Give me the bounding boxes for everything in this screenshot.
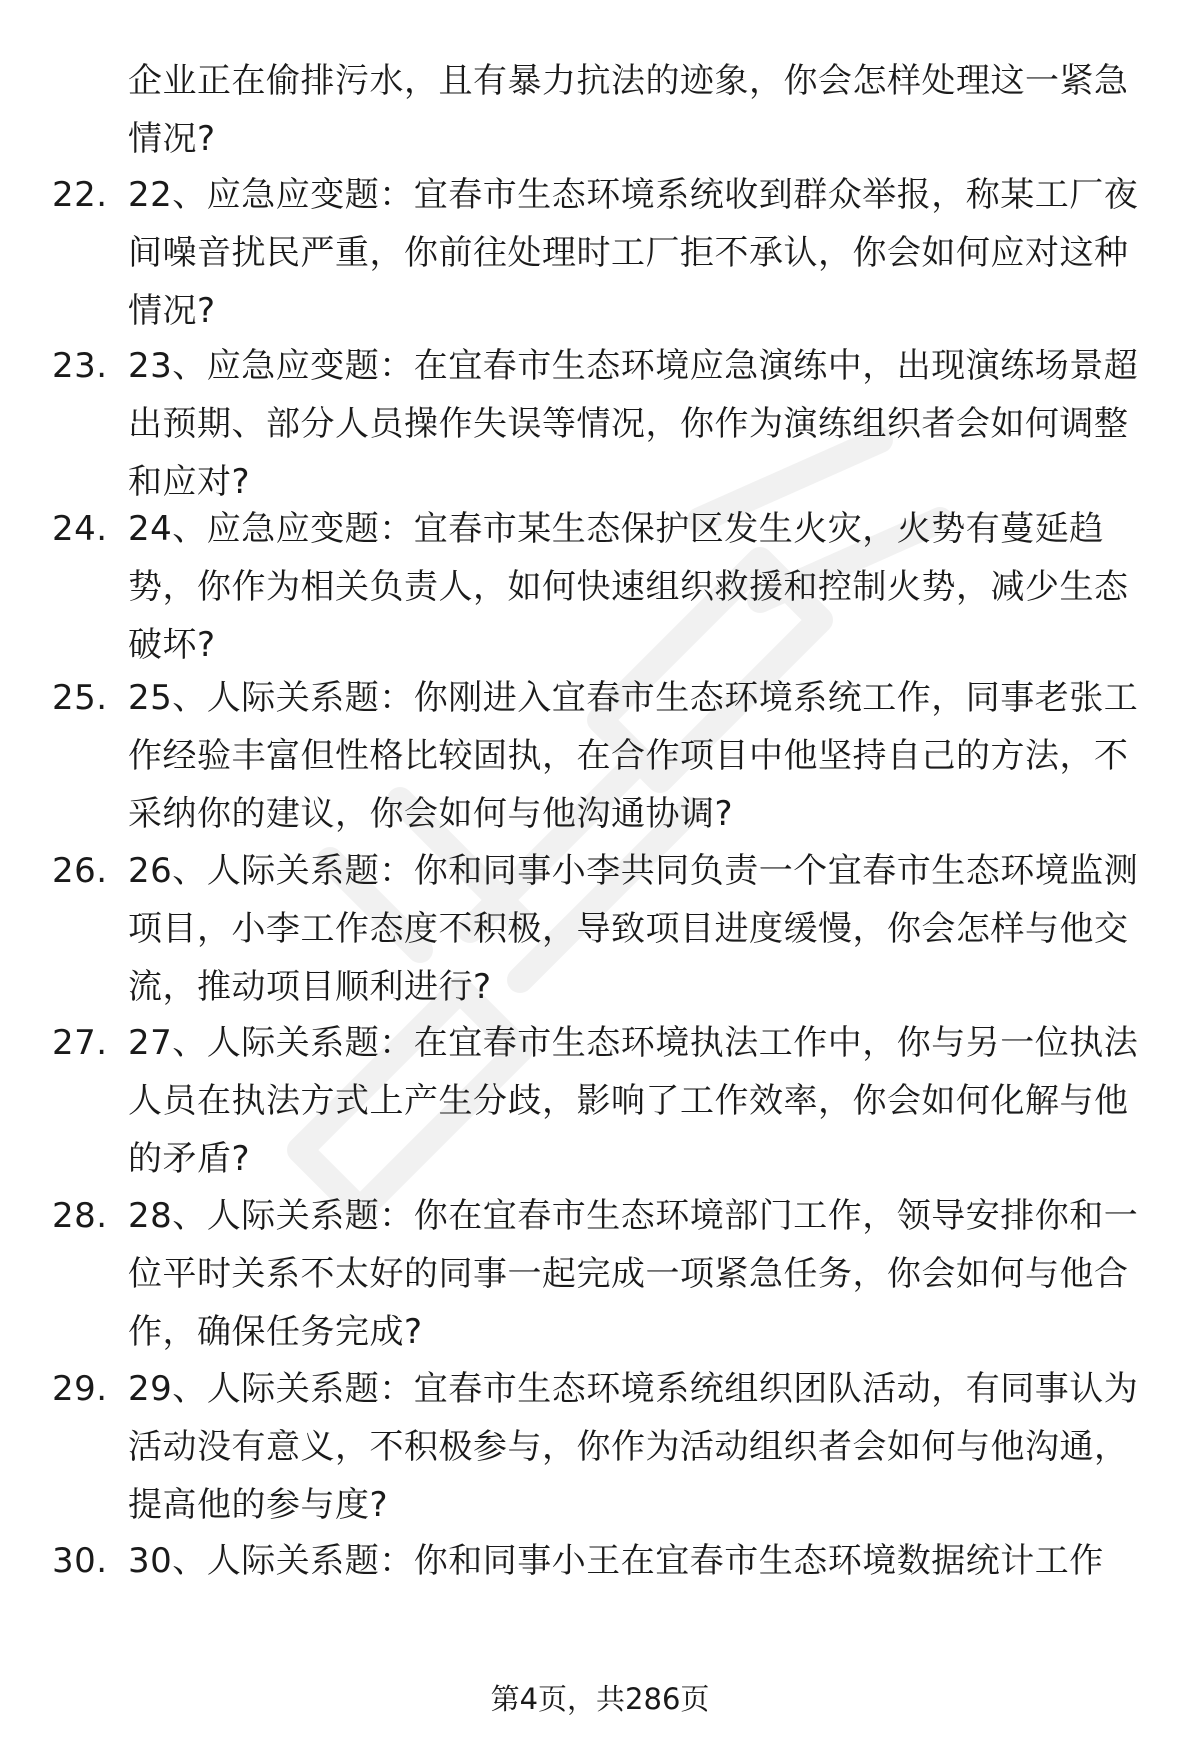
list-item-text: 30、人际关系题：你和同事小王在宜春市生态环境数据统计工作: [128, 1541, 1104, 1581]
list-item-number: 27.: [52, 1023, 108, 1063]
list-item-number: 29.: [52, 1369, 108, 1409]
list-item-text: 23、应急应变题：在宜春市生态环境应急演练中，出现演练场景超出预期、部分人员操作失误等情况，你作为演练组织者会如何调整和应对?: [128, 346, 1139, 502]
list-item-text: 24、应急应变题：宜春市某生态保护区发生火灾，火势有蔓延趋势，你作为相关负责人，如何快速组织救援和控制火势，减少生态破坏?: [128, 509, 1129, 665]
list-item-text: 27、人际关系题：在宜春市生态环境执法工作中，你与另一位执法人员在执法方式上产生分歧，影响了工作效率，你会如何化解与他的矛盾?: [128, 1023, 1139, 1179]
list-item-number: 23.: [52, 346, 108, 386]
page-footer: 第4页，共286页: [490, 1682, 710, 1716]
continuation-text: 企业正在偷排污水，且有暴力抗法的迹象，你会怎样处理这一紧急情况?: [128, 61, 1129, 159]
list-item-text: 28、人际关系题：你在宜春市生态环境部门工作，领导安排你和一位平时关系不太好的同事一起完成一项紧急任务，你会如何与他合作，确保任务完成?: [128, 1196, 1139, 1352]
list-item-text: 22、应急应变题：宜春市生态环境系统收到群众举报，称某工厂夜间噪音扰民严重，你前往处理时工厂拒不承认，你会如何应对这种情况?: [128, 175, 1139, 331]
list-item-number: 25.: [52, 678, 108, 718]
list-item-number: 22.: [52, 175, 108, 215]
list-item-number: 26.: [52, 851, 108, 891]
list-item-number: 24.: [52, 509, 108, 549]
list-item-text: 26、人际关系题：你和同事小李共同负责一个宜春市生态环境监测项目，小李工作态度不积极，导致项目进度缓慢，你会怎样与他交流，推动项目顺利进行?: [128, 851, 1139, 1007]
list-item-number: 30.: [52, 1541, 108, 1581]
list-item-text: 25、人际关系题：你刚进入宜春市生态环境系统工作，同事老张工作经验丰富但性格比较固执，在合作项目中他坚持自己的方法，不采纳你的建议，你会如何与他沟通协调?: [128, 678, 1139, 834]
list-item-text: 29、人际关系题：宜春市生态环境系统组织团队活动，有同事认为活动没有意义，不积极参与，你作为活动组织者会如何与他沟通，提高他的参与度?: [128, 1369, 1139, 1525]
list-item-number: 28.: [52, 1196, 108, 1236]
